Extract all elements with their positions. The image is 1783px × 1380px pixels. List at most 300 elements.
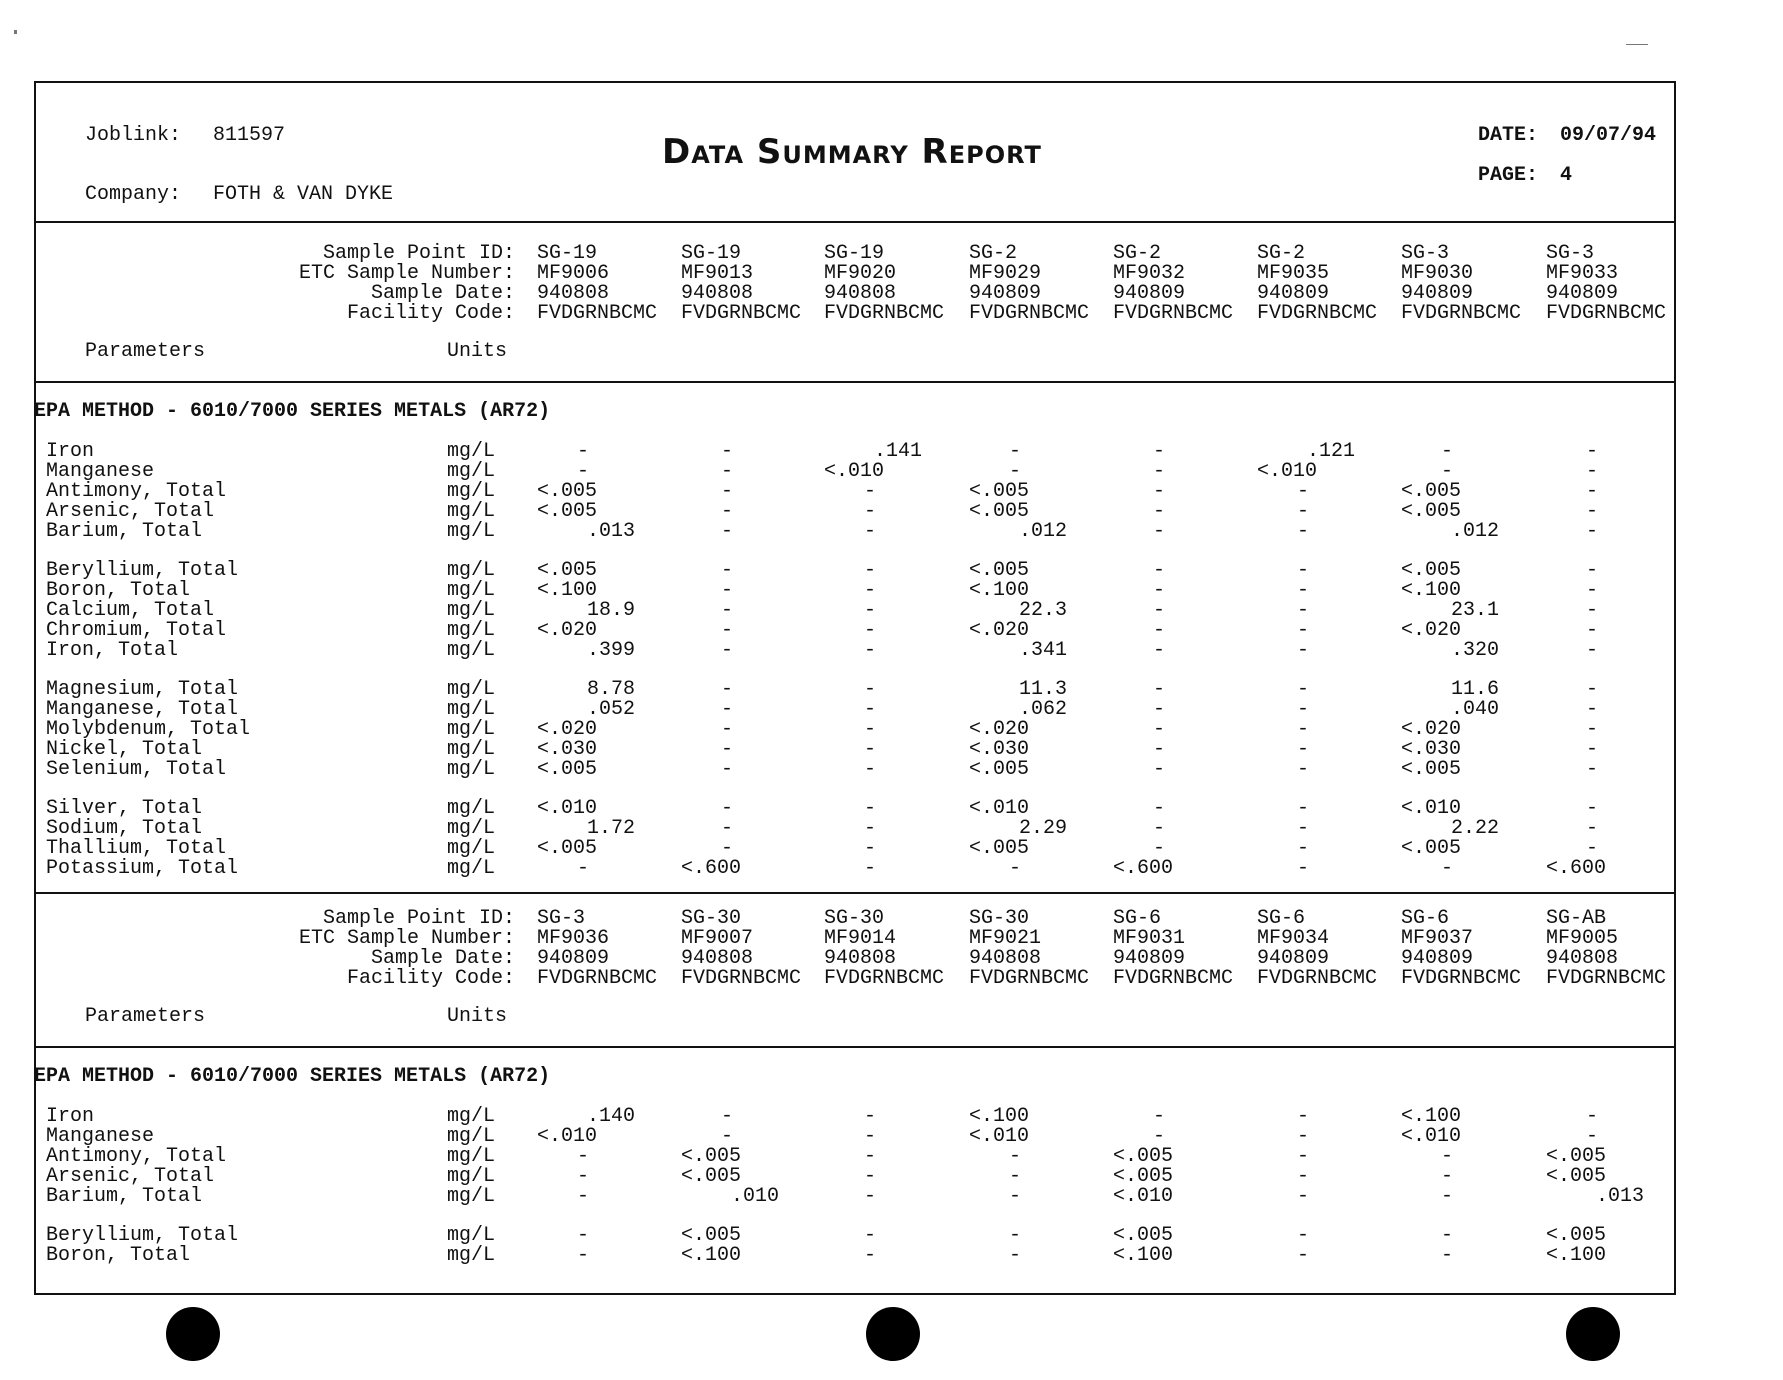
value-cell: 11.3 xyxy=(1019,678,1068,701)
value-cell: - xyxy=(1297,1185,1310,1208)
parameter-name: Arsenic, Total xyxy=(46,1165,215,1188)
column-id-cell: SG-3 xyxy=(1546,242,1595,265)
parameter-name: Iron xyxy=(46,440,95,463)
value-cell: - xyxy=(1586,559,1599,582)
column-date-cell: 940809 xyxy=(1113,947,1186,970)
value-cell: - xyxy=(577,1224,590,1247)
value-cell: <.005 xyxy=(969,480,1030,503)
value-cell: - xyxy=(1009,1165,1022,1188)
column-id-cell: SG-2 xyxy=(1113,242,1162,265)
value-cell: - xyxy=(864,837,877,860)
parameter-unit: mg/L xyxy=(447,579,496,602)
column-date-cell: 940809 xyxy=(1401,282,1474,305)
parameter-unit: mg/L xyxy=(447,639,496,662)
value-cell: <.010 xyxy=(537,797,598,820)
value-cell: - xyxy=(1153,500,1166,523)
value-cell: - xyxy=(721,758,734,781)
value-cell: - xyxy=(577,1145,590,1168)
value-cell: - xyxy=(864,698,877,721)
value-cell: - xyxy=(1441,857,1454,880)
value-cell: - xyxy=(864,817,877,840)
joblink-label: Joblink: xyxy=(85,124,182,147)
parameters-header: Parameters xyxy=(85,340,206,363)
value-cell: - xyxy=(577,1165,590,1188)
value-cell: - xyxy=(721,460,734,483)
value-cell: <.005 xyxy=(969,559,1030,582)
value-cell: - xyxy=(864,559,877,582)
value-cell: - xyxy=(721,1125,734,1148)
value-cell: - xyxy=(1153,797,1166,820)
label-facility-code: Facility Code: xyxy=(346,967,515,990)
parameter-name: Magnesium, Total xyxy=(46,678,239,701)
company-label: Company: xyxy=(85,183,182,206)
value-cell: <.005 xyxy=(681,1145,742,1168)
column-id-cell: SG-30 xyxy=(681,907,742,930)
column-num-cell: MF9013 xyxy=(681,262,754,285)
value-cell: - xyxy=(864,678,877,701)
parameter-unit: mg/L xyxy=(447,817,496,840)
value-cell: - xyxy=(1441,440,1454,463)
value-cell: - xyxy=(864,738,877,761)
value-cell: <.020 xyxy=(969,619,1030,642)
punch-hole xyxy=(1566,1307,1620,1361)
value-cell: - xyxy=(1586,520,1599,543)
value-cell: - xyxy=(1297,520,1310,543)
value-cell: - xyxy=(1586,817,1599,840)
value-cell: - xyxy=(1586,837,1599,860)
value-cell: 18.9 xyxy=(587,599,636,622)
column-num-cell: MF9030 xyxy=(1401,262,1474,285)
value-cell: <.005 xyxy=(1546,1224,1607,1247)
value-cell: .341 xyxy=(1019,639,1068,662)
parameter-name: Barium, Total xyxy=(46,1185,203,1208)
value-cell: - xyxy=(721,797,734,820)
value-cell: <.100 xyxy=(537,579,598,602)
column-fac-cell: FVDGRNBCMC xyxy=(1113,967,1234,990)
parameter-name: Boron, Total xyxy=(46,579,191,602)
label-etc-sample-number: ETC Sample Number: xyxy=(298,262,515,285)
parameter-unit: mg/L xyxy=(447,1165,496,1188)
value-cell: 23.1 xyxy=(1451,599,1500,622)
column-num-cell: MF9032 xyxy=(1113,262,1186,285)
parameter-unit: mg/L xyxy=(447,440,496,463)
value-cell: - xyxy=(864,1125,877,1148)
value-cell: <.020 xyxy=(537,619,598,642)
parameter-unit: mg/L xyxy=(447,460,496,483)
parameter-unit: mg/L xyxy=(447,678,496,701)
value-cell: - xyxy=(721,817,734,840)
label-facility-code: Facility Code: xyxy=(346,302,515,325)
value-cell: - xyxy=(1297,559,1310,582)
column-id-cell: SG-2 xyxy=(1257,242,1306,265)
column-date-cell: 940809 xyxy=(1257,947,1330,970)
value-cell: - xyxy=(1441,1185,1454,1208)
value-cell: - xyxy=(1153,520,1166,543)
value-cell: - xyxy=(1586,718,1599,741)
value-cell: <.600 xyxy=(681,857,742,880)
value-cell: - xyxy=(1153,738,1166,761)
value-cell: - xyxy=(721,698,734,721)
value-cell: - xyxy=(1297,857,1310,880)
column-num-cell: MF9006 xyxy=(537,262,610,285)
section-header-divider xyxy=(34,1046,1676,1048)
value-cell: - xyxy=(1297,738,1310,761)
parameter-name: Manganese xyxy=(46,460,155,483)
parameter-unit: mg/L xyxy=(447,758,496,781)
value-cell: - xyxy=(721,500,734,523)
value-cell: - xyxy=(1009,1185,1022,1208)
value-cell: - xyxy=(1153,1125,1166,1148)
value-cell: - xyxy=(721,1105,734,1128)
column-fac-cell: FVDGRNBCMC xyxy=(1257,967,1378,990)
column-fac-cell: FVDGRNBCMC xyxy=(681,302,802,325)
value-cell: 8.78 xyxy=(587,678,636,701)
parameter-unit: mg/L xyxy=(447,480,496,503)
value-cell: - xyxy=(1586,1125,1599,1148)
value-cell: - xyxy=(1586,480,1599,503)
value-cell: <.100 xyxy=(969,1105,1030,1128)
value-cell: <.020 xyxy=(537,718,598,741)
label-sample-point-id: Sample Point ID: xyxy=(322,907,515,930)
column-id-cell: SG-30 xyxy=(824,907,885,930)
value-cell: <.100 xyxy=(1546,1244,1607,1267)
parameter-name: Beryllium, Total xyxy=(46,1224,239,1247)
value-cell: - xyxy=(577,1244,590,1267)
value-cell: .052 xyxy=(587,698,636,721)
column-num-cell: MF9020 xyxy=(824,262,897,285)
column-date-cell: 940808 xyxy=(537,282,610,305)
value-cell: <.010 xyxy=(1257,460,1318,483)
parameters-header: Parameters xyxy=(85,1005,206,1028)
parameter-name: Boron, Total xyxy=(46,1244,191,1267)
parameter-name: Sodium, Total xyxy=(46,817,203,840)
value-cell: - xyxy=(1297,1145,1310,1168)
value-cell: - xyxy=(1297,837,1310,860)
column-fac-cell: FVDGRNBCMC xyxy=(681,967,802,990)
page-value: 4 xyxy=(1560,164,1573,187)
value-cell: - xyxy=(864,797,877,820)
column-id-cell: SG-6 xyxy=(1113,907,1162,930)
value-cell: <.005 xyxy=(681,1224,742,1247)
value-cell: - xyxy=(1153,698,1166,721)
value-cell: <.005 xyxy=(681,1165,742,1188)
value-cell: - xyxy=(1297,718,1310,741)
column-fac-cell: FVDGRNBCMC xyxy=(1113,302,1234,325)
column-fac-cell: FVDGRNBCMC xyxy=(537,302,658,325)
column-date-cell: 940809 xyxy=(1546,282,1619,305)
column-fac-cell: FVDGRNBCMC xyxy=(1546,967,1667,990)
value-cell: - xyxy=(864,718,877,741)
parameter-unit: mg/L xyxy=(447,1185,496,1208)
value-cell: - xyxy=(1153,1105,1166,1128)
value-cell: - xyxy=(721,440,734,463)
column-num-cell: MF9036 xyxy=(537,927,610,950)
punch-hole xyxy=(866,1307,920,1361)
column-id-cell: SG-19 xyxy=(824,242,885,265)
column-num-cell: MF9037 xyxy=(1401,927,1474,950)
value-cell: - xyxy=(1441,1224,1454,1247)
value-cell: <.030 xyxy=(1401,738,1462,761)
value-cell: <.005 xyxy=(537,480,598,503)
value-cell: - xyxy=(1009,440,1022,463)
parameter-name: Silver, Total xyxy=(46,797,203,820)
parameter-name: Arsenic, Total xyxy=(46,500,215,523)
value-cell: - xyxy=(1153,480,1166,503)
value-cell: - xyxy=(1153,579,1166,602)
value-cell: 2.29 xyxy=(1019,817,1068,840)
value-cell: <.010 xyxy=(969,1125,1030,1148)
label-sample-date: Sample Date: xyxy=(370,947,515,970)
scan-speck xyxy=(1626,44,1648,45)
value-cell: <.005 xyxy=(1546,1165,1607,1188)
value-cell: - xyxy=(1586,639,1599,662)
value-cell: - xyxy=(1586,678,1599,701)
value-cell: - xyxy=(1586,619,1599,642)
value-cell: .010 xyxy=(731,1185,780,1208)
section-header-divider xyxy=(34,381,1676,383)
value-cell: <.005 xyxy=(1113,1165,1174,1188)
value-cell: <.005 xyxy=(1113,1224,1174,1247)
column-date-cell: 940809 xyxy=(1257,282,1330,305)
value-cell: - xyxy=(1297,797,1310,820)
value-cell: - xyxy=(1297,579,1310,602)
column-date-cell: 940809 xyxy=(1401,947,1474,970)
column-date-cell: 940809 xyxy=(537,947,610,970)
value-cell: - xyxy=(1009,857,1022,880)
label-etc-sample-number: ETC Sample Number: xyxy=(298,927,515,950)
value-cell: - xyxy=(1586,1105,1599,1128)
parameter-name: Beryllium, Total xyxy=(46,559,239,582)
value-cell: <.100 xyxy=(1113,1244,1174,1267)
company-value: FOTH & VAN DYKE xyxy=(213,183,394,206)
value-cell: - xyxy=(1153,639,1166,662)
value-cell: <.030 xyxy=(537,738,598,761)
value-cell: - xyxy=(1009,460,1022,483)
value-cell: <.005 xyxy=(969,837,1030,860)
value-cell: - xyxy=(721,559,734,582)
value-cell: <.005 xyxy=(969,758,1030,781)
page-label: PAGE: xyxy=(1478,164,1539,187)
column-fac-cell: FVDGRNBCMC xyxy=(824,302,945,325)
parameter-name: Antimony, Total xyxy=(46,1145,227,1168)
column-fac-cell: FVDGRNBCMC xyxy=(969,967,1090,990)
column-id-cell: SG-2 xyxy=(969,242,1018,265)
value-cell: - xyxy=(1009,1145,1022,1168)
column-id-cell: SG-19 xyxy=(681,242,742,265)
value-cell: <.005 xyxy=(1401,480,1462,503)
punch-hole xyxy=(166,1307,220,1361)
column-id-cell: SG-3 xyxy=(537,907,586,930)
value-cell: <.005 xyxy=(537,837,598,860)
value-cell: - xyxy=(577,1185,590,1208)
value-cell: <.020 xyxy=(1401,718,1462,741)
value-cell: - xyxy=(864,579,877,602)
date-label: DATE: xyxy=(1478,124,1539,147)
value-cell: - xyxy=(1297,619,1310,642)
value-cell: - xyxy=(864,599,877,622)
value-cell: - xyxy=(1153,678,1166,701)
parameter-unit: mg/L xyxy=(447,738,496,761)
column-num-cell: MF9035 xyxy=(1257,262,1330,285)
value-cell: - xyxy=(864,500,877,523)
value-cell: - xyxy=(1586,738,1599,761)
parameter-name: Selenium, Total xyxy=(46,758,227,781)
parameter-name: Barium, Total xyxy=(46,520,203,543)
value-cell: <.005 xyxy=(1113,1145,1174,1168)
value-cell: - xyxy=(1009,1244,1022,1267)
value-cell: - xyxy=(1441,1145,1454,1168)
value-cell: - xyxy=(1586,698,1599,721)
value-cell: - xyxy=(864,1244,877,1267)
parameter-unit: mg/L xyxy=(447,599,496,622)
value-cell: <.005 xyxy=(1401,559,1462,582)
report-title: Data Summary Report xyxy=(662,132,1042,172)
parameter-unit: mg/L xyxy=(447,500,496,523)
column-num-cell: MF9021 xyxy=(969,927,1042,950)
value-cell: <.005 xyxy=(537,500,598,523)
value-cell: <.100 xyxy=(681,1244,742,1267)
value-cell: - xyxy=(1153,837,1166,860)
value-cell: - xyxy=(864,857,877,880)
parameter-unit: mg/L xyxy=(447,698,496,721)
column-date-cell: 940808 xyxy=(824,947,897,970)
value-cell: - xyxy=(864,758,877,781)
joblink-value: 811597 xyxy=(213,124,286,147)
value-cell: - xyxy=(1441,1244,1454,1267)
value-cell: 2.22 xyxy=(1451,817,1500,840)
column-id-cell: SG-19 xyxy=(537,242,598,265)
value-cell: <.005 xyxy=(537,758,598,781)
value-cell: - xyxy=(1297,1244,1310,1267)
value-cell: 22.3 xyxy=(1019,599,1068,622)
value-cell: - xyxy=(1153,619,1166,642)
value-cell: <.005 xyxy=(1401,837,1462,860)
value-cell: - xyxy=(1297,817,1310,840)
parameter-unit: mg/L xyxy=(447,1145,496,1168)
value-cell: - xyxy=(1153,758,1166,781)
value-cell: - xyxy=(1297,1224,1310,1247)
value-cell: - xyxy=(864,1145,877,1168)
column-date-cell: 940808 xyxy=(824,282,897,305)
value-cell: - xyxy=(1586,599,1599,622)
column-num-cell: MF9033 xyxy=(1546,262,1619,285)
value-cell: - xyxy=(1153,718,1166,741)
value-cell: <.010 xyxy=(969,797,1030,820)
column-date-cell: 940808 xyxy=(1546,947,1619,970)
value-cell: - xyxy=(721,738,734,761)
value-cell: - xyxy=(721,718,734,741)
value-cell: .040 xyxy=(1451,698,1500,721)
value-cell: - xyxy=(721,678,734,701)
value-cell: - xyxy=(1297,500,1310,523)
value-cell: - xyxy=(864,619,877,642)
value-cell: - xyxy=(864,1105,877,1128)
value-cell: - xyxy=(577,440,590,463)
value-cell: - xyxy=(1586,500,1599,523)
parameter-name: Iron xyxy=(46,1105,95,1128)
column-fac-cell: FVDGRNBCMC xyxy=(969,302,1090,325)
value-cell: - xyxy=(1297,698,1310,721)
parameter-unit: mg/L xyxy=(447,1105,496,1128)
column-id-cell: SG-6 xyxy=(1257,907,1306,930)
value-cell: - xyxy=(1297,1125,1310,1148)
value-cell: .121 xyxy=(1307,440,1356,463)
parameter-unit: mg/L xyxy=(447,520,496,543)
parameter-name: Iron, Total xyxy=(46,639,179,662)
value-cell: - xyxy=(1297,639,1310,662)
value-cell: .399 xyxy=(587,639,636,662)
column-date-cell: 940809 xyxy=(1113,282,1186,305)
value-cell: <.010 xyxy=(537,1125,598,1148)
value-cell: - xyxy=(721,619,734,642)
value-cell: - xyxy=(1297,480,1310,503)
value-cell: - xyxy=(721,480,734,503)
value-cell: 1.72 xyxy=(587,817,636,840)
column-date-cell: 940808 xyxy=(969,947,1042,970)
value-cell: - xyxy=(1297,599,1310,622)
column-num-cell: MF9029 xyxy=(969,262,1042,285)
value-cell: - xyxy=(864,480,877,503)
scan-speck xyxy=(14,30,17,34)
value-cell: - xyxy=(1153,460,1166,483)
value-cell: <.010 xyxy=(1113,1185,1174,1208)
value-cell: - xyxy=(1153,440,1166,463)
units-header: Units xyxy=(447,340,508,363)
value-cell: .012 xyxy=(1451,520,1500,543)
value-cell: .141 xyxy=(874,440,923,463)
value-cell: - xyxy=(721,599,734,622)
value-cell: .140 xyxy=(587,1105,636,1128)
value-cell: <.005 xyxy=(1401,758,1462,781)
column-fac-cell: FVDGRNBCMC xyxy=(1401,302,1522,325)
column-num-cell: MF9005 xyxy=(1546,927,1619,950)
value-cell: - xyxy=(864,639,877,662)
value-cell: - xyxy=(1297,1165,1310,1188)
parameter-unit: mg/L xyxy=(447,718,496,741)
column-date-cell: 940809 xyxy=(969,282,1042,305)
value-cell: - xyxy=(1441,460,1454,483)
method-heading: EPA METHOD - 6010/7000 SERIES METALS (AR72) xyxy=(34,400,551,423)
value-cell: <.010 xyxy=(1401,1125,1462,1148)
parameter-name: Nickel, Total xyxy=(46,738,203,761)
parameter-name: Thallium, Total xyxy=(46,837,227,860)
column-id-cell: SG-AB xyxy=(1546,907,1607,930)
parameter-unit: mg/L xyxy=(447,619,496,642)
column-fac-cell: FVDGRNBCMC xyxy=(1546,302,1667,325)
parameter-name: Potassium, Total xyxy=(46,857,239,880)
column-id-cell: SG-6 xyxy=(1401,907,1450,930)
column-fac-cell: FVDGRNBCMC xyxy=(1257,302,1378,325)
value-cell: - xyxy=(1153,599,1166,622)
value-cell: <.005 xyxy=(969,500,1030,523)
column-num-cell: MF9034 xyxy=(1257,927,1330,950)
value-cell: <.010 xyxy=(824,460,885,483)
value-cell: - xyxy=(1586,460,1599,483)
parameter-unit: mg/L xyxy=(447,857,496,880)
label-sample-date: Sample Date: xyxy=(370,282,515,305)
column-num-cell: MF9014 xyxy=(824,927,897,950)
value-cell: .062 xyxy=(1019,698,1068,721)
column-num-cell: MF9031 xyxy=(1113,927,1186,950)
value-cell: - xyxy=(721,837,734,860)
value-cell: <.100 xyxy=(1401,579,1462,602)
value-cell: .320 xyxy=(1451,639,1500,662)
value-cell: - xyxy=(1009,1224,1022,1247)
column-id-cell: SG-30 xyxy=(969,907,1030,930)
header-divider xyxy=(34,221,1676,223)
value-cell: - xyxy=(721,639,734,662)
parameter-unit: mg/L xyxy=(447,1125,496,1148)
